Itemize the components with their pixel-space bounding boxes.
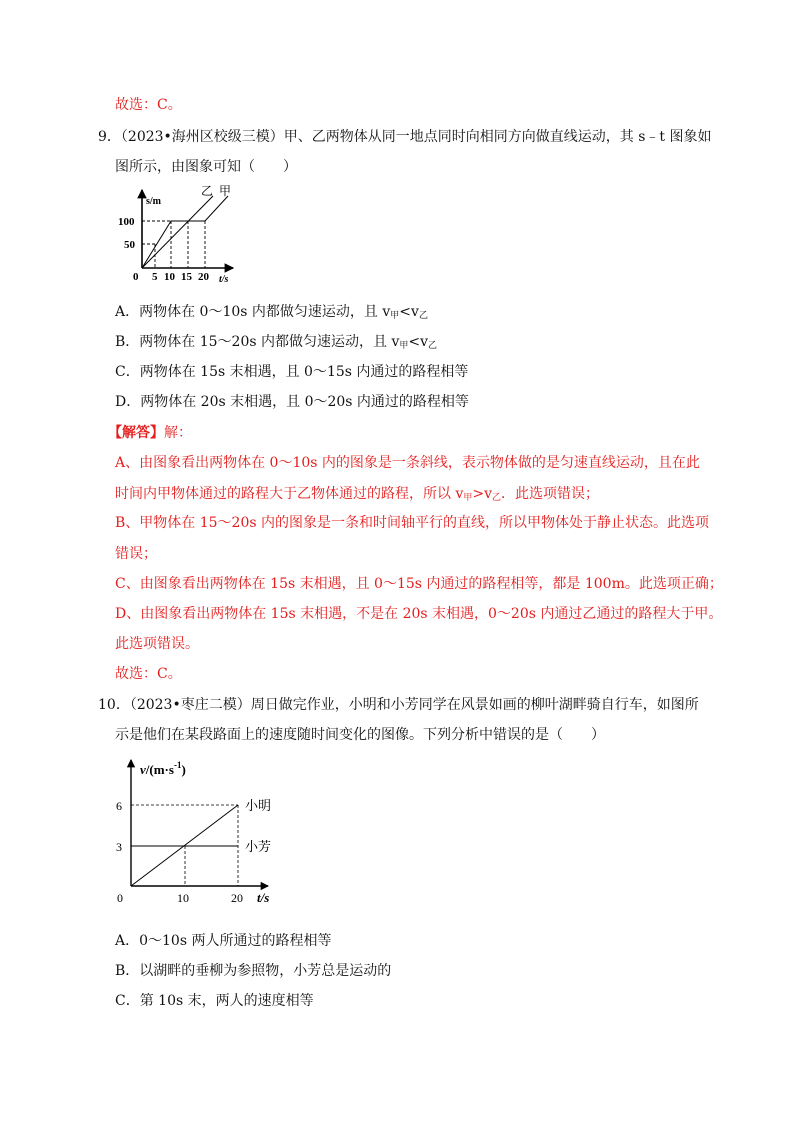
q10-ytick-6: 6 [116, 799, 122, 813]
q9-label-jia: 甲 [219, 184, 232, 198]
q9-xtick-20: 20 [198, 271, 209, 283]
q9-xtick-5: 5 [152, 271, 158, 283]
q9-option-b: B．两物体在 15～20s 内都做匀速运动，且 $v_甲<v_乙$ [115, 334, 438, 351]
q9-analysis-b-line2: 错误； [115, 546, 157, 562]
q10-vt-graph [108, 752, 308, 910]
q9-analysis-d-line1: D、由图象看出两物体在 15s 末相遇，不是在 20s 末相遇，0～20s 内通过乙通过的路程大于甲。 [115, 606, 723, 622]
q10-xtick-0: 0 [117, 891, 123, 905]
q10-stem-line1: 10．（2023•枣庄二模）周日做完作业，小明和小芳同学在风景如画的柳叶湖畔骑自行车，如图所 [98, 697, 699, 713]
q9-analysis-c: C、由图象看出两物体在 15s 末相遇，且 0～15s 内通过的路程相等，都是 100m。此选项正确； [115, 576, 723, 592]
q9-stem-line1: 9．（2023•海州区校级三模）甲、乙两物体从同一地点同时向相同方向做直线运动，其 s﹣t 图象如 [98, 129, 712, 145]
q9-analysis-a-line2: 时间内甲物体通过的路程大于乙物体通过的路程，所以 $v_甲>v_乙$．此选项错误； [115, 486, 600, 503]
q9-xtick-0: 0 [133, 271, 139, 283]
q9-label-yi: 乙 [201, 184, 214, 198]
q10-xtick-20: 20 [231, 891, 243, 905]
q9-xlabel: t/s [219, 274, 229, 285]
q10-option-c: C．第 10s 末，两人的速度相等 [115, 993, 314, 1009]
q9-analysis-heading: 【解答】解： [108, 425, 192, 441]
q9-analysis-d-line2: 此选项错误。 [115, 636, 199, 652]
q10-label-xiaoming: 小明 [245, 798, 272, 813]
q10-ylabel: $v/(m\cdot s^{-1})$ [140, 760, 186, 777]
q9-xtick-15: 15 [181, 271, 192, 283]
q10-stem-line2: 示是他们在某段路面上的速度随时间变化的图像。下列分析中错误的是（ ） [115, 727, 605, 743]
q9-option-d: D．两物体在 20s 末相遇，且 0～20s 内通过的路程相等 [115, 394, 469, 410]
q9-analysis-b-line1: B、甲物体在 15～20s 内的图象是一条和时间轴平行的直线，所以甲物体处于静止状态。此选项 [115, 515, 709, 531]
previous-answer: 故选：C。 [115, 97, 182, 113]
q10-ytick-3: 3 [116, 840, 122, 854]
q9-stem-line2: 图所示，由图象可知（ ） [115, 159, 297, 175]
q9-ylabel: s/m [146, 196, 161, 207]
q9-option-c: C．两物体在 15s 末相遇，且 0～15s 内通过的路程相等 [115, 364, 469, 380]
q10-option-a: A．0～10s 两人所通过的路程相等 [115, 933, 332, 949]
q9-ytick-50: 50 [124, 239, 135, 251]
q10-xtick-10: 10 [177, 891, 189, 905]
q9-st-graph [118, 182, 240, 285]
q9-ytick-100: 100 [118, 216, 135, 228]
q10-option-b: B．以湖畔的垂柳为参照物，小芳总是运动的 [115, 963, 392, 979]
q9-option-a: A．两物体在 0～10s 内都做匀速运动，且 $v_甲<v_乙$ [115, 304, 428, 321]
q10-xlabel: t/s [257, 890, 270, 905]
q9-xtick-10: 10 [164, 271, 175, 283]
q9-analysis-a-line1: A、由图象看出两物体在 0～10s 内的图象是一条斜线，表示物体做的是匀速直线运动，且在此 [115, 455, 700, 471]
q10-label-xiaofang: 小芳 [245, 839, 272, 854]
q9-answer: 故选：C。 [115, 666, 182, 682]
